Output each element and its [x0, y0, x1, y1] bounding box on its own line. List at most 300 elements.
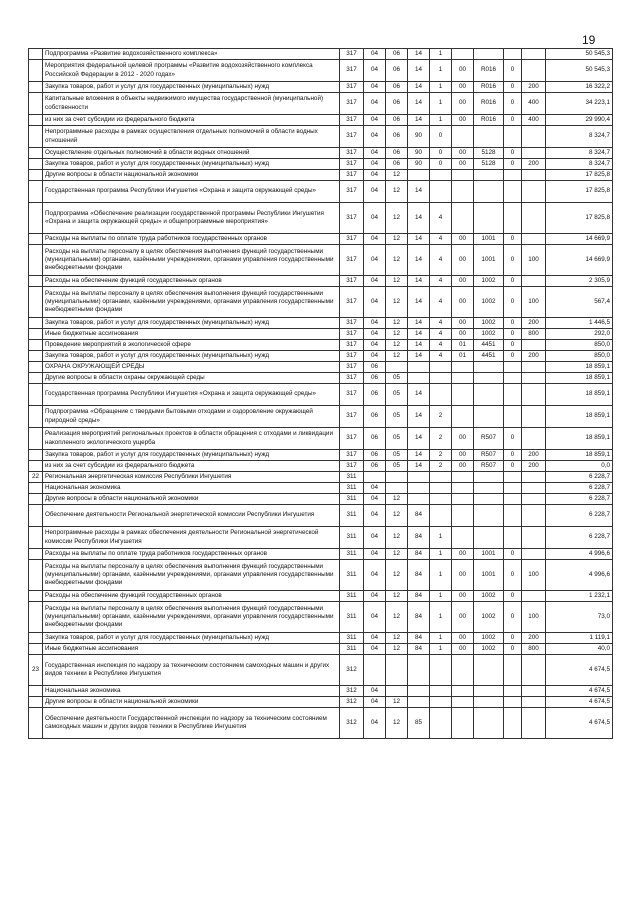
cell-c1: 311 [340, 472, 364, 483]
cell-c5: 1 [430, 49, 452, 60]
cell-c1: 317 [340, 384, 364, 406]
cell-name: Осуществление отдельных полномочий в области водных отношений [43, 148, 340, 159]
cell-c3 [386, 362, 408, 373]
cell-c4 [408, 494, 430, 505]
cell-name: Расходы на выплаты персоналу в целях обеспечения выполнения функций государственными (муниципальными) органами, казёнными учреждениями, органами управления государственными внебюджетными фондами [43, 560, 340, 591]
cell-c1: 311 [340, 483, 364, 494]
cell-c5: 2 [430, 450, 452, 461]
cell-c2: 04 [364, 318, 386, 329]
cell-c1: 311 [340, 644, 364, 655]
cell-c5 [430, 655, 452, 686]
cell-c8 [504, 697, 522, 708]
cell-c9 [522, 126, 546, 148]
cell-name: Реализация мероприятий региональных проектов в области обращения с отходами и ликвидации накопленного экологического ущерба [43, 428, 340, 450]
cell-num [29, 505, 43, 527]
cell-c6 [452, 708, 474, 739]
cell-c3: 12 [386, 697, 408, 708]
cell-sum: 6 228,7 [546, 483, 613, 494]
table-row [29, 82, 613, 93]
cell-c1: 311 [340, 633, 364, 644]
cell-c9 [522, 373, 546, 384]
cell-c2: 04 [364, 527, 386, 549]
cell-c7 [474, 203, 504, 234]
cell-c8: 0 [504, 148, 522, 159]
cell-c6 [452, 170, 474, 181]
cell-c5: 4 [430, 287, 452, 318]
cell-num [29, 148, 43, 159]
cell-name: Проведение мероприятий в экологической сфере [43, 340, 340, 351]
cell-sum: 4 996,6 [546, 560, 613, 591]
cell-c6: 00 [452, 93, 474, 115]
cell-c2: 06 [364, 428, 386, 450]
cell-c1: 317 [340, 60, 364, 82]
cell-c2 [364, 655, 386, 686]
cell-num [29, 450, 43, 461]
cell-c9: 200 [522, 82, 546, 93]
cell-c1: 317 [340, 159, 364, 170]
cell-c4: 84 [408, 644, 430, 655]
table-row [29, 505, 613, 527]
cell-c3: 06 [386, 126, 408, 148]
cell-sum: 567,4 [546, 287, 613, 318]
cell-c4: 14 [408, 181, 430, 203]
cell-name: Подпрограмма «Развитие водохозяйственного комплекса» [43, 49, 340, 60]
cell-num [29, 686, 43, 697]
cell-c9 [522, 406, 546, 428]
cell-c4: 14 [408, 234, 430, 245]
cell-name: Расходы на обеспечение функций государственных органов [43, 276, 340, 287]
cell-sum: 18 859,1 [546, 428, 613, 450]
table-row [29, 276, 613, 287]
cell-c8 [504, 362, 522, 373]
cell-c5 [430, 697, 452, 708]
cell-c5: 1 [430, 527, 452, 549]
cell-c2: 04 [364, 170, 386, 181]
cell-c9 [522, 234, 546, 245]
cell-c9 [522, 60, 546, 82]
cell-c3: 12 [386, 181, 408, 203]
cell-c4 [408, 686, 430, 697]
cell-c6: 00 [452, 591, 474, 602]
table-row [29, 406, 613, 428]
cell-c6 [452, 181, 474, 203]
cell-c9 [522, 483, 546, 494]
cell-c8 [504, 49, 522, 60]
cell-c5: 0 [430, 159, 452, 170]
cell-name: Национальная экономика [43, 686, 340, 697]
cell-c1: 317 [340, 450, 364, 461]
table-row [29, 494, 613, 505]
cell-c4: 14 [408, 82, 430, 93]
cell-num [29, 602, 43, 633]
cell-c7 [474, 483, 504, 494]
table-row [29, 483, 613, 494]
cell-c5 [430, 170, 452, 181]
cell-c6 [452, 49, 474, 60]
table-row [29, 560, 613, 591]
cell-name: Другие вопросы в области охраны окружающей среды [43, 373, 340, 384]
cell-c2: 04 [364, 633, 386, 644]
cell-c2: 06 [364, 450, 386, 461]
cell-name: Государственная программа Республики Ингушетия «Охрана и защита окружающей среды» [43, 384, 340, 406]
cell-c9 [522, 181, 546, 203]
cell-c3: 05 [386, 461, 408, 472]
cell-c5: 1 [430, 115, 452, 126]
cell-c9: 200 [522, 450, 546, 461]
cell-c3 [386, 686, 408, 697]
cell-c8: 0 [504, 329, 522, 340]
cell-c8: 0 [504, 591, 522, 602]
cell-c7 [474, 373, 504, 384]
cell-c6: 00 [452, 276, 474, 287]
cell-c4: 14 [408, 287, 430, 318]
cell-sum: 18 859,1 [546, 362, 613, 373]
cell-c4: 14 [408, 60, 430, 82]
cell-c3: 12 [386, 505, 408, 527]
cell-c9 [522, 472, 546, 483]
table-row [29, 170, 613, 181]
cell-num [29, 287, 43, 318]
cell-c5: 0 [430, 148, 452, 159]
cell-c9 [522, 148, 546, 159]
cell-c3: 12 [386, 560, 408, 591]
cell-sum: 6 228,7 [546, 494, 613, 505]
cell-sum: 292,0 [546, 329, 613, 340]
cell-c8: 0 [504, 351, 522, 362]
cell-sum: 0,0 [546, 461, 613, 472]
cell-c4: 84 [408, 633, 430, 644]
cell-c7: R016 [474, 60, 504, 82]
cell-c3: 12 [386, 170, 408, 181]
cell-c5: 4 [430, 340, 452, 351]
cell-c5: 4 [430, 329, 452, 340]
table-row [29, 549, 613, 560]
cell-c5: 1 [430, 549, 452, 560]
cell-c3: 06 [386, 159, 408, 170]
cell-sum: 14 669,9 [546, 234, 613, 245]
table-row [29, 287, 613, 318]
cell-c1: 312 [340, 655, 364, 686]
cell-sum: 1 232,1 [546, 591, 613, 602]
cell-c1: 317 [340, 461, 364, 472]
cell-num [29, 708, 43, 739]
cell-c9: 100 [522, 245, 546, 276]
cell-num [29, 115, 43, 126]
cell-c4: 84 [408, 591, 430, 602]
cell-c6: 00 [452, 318, 474, 329]
cell-c9 [522, 697, 546, 708]
cell-c5: 1 [430, 591, 452, 602]
cell-c2: 04 [364, 351, 386, 362]
cell-num [29, 351, 43, 362]
table-row [29, 708, 613, 739]
cell-sum: 17 825,8 [546, 181, 613, 203]
cell-c2: 04 [364, 115, 386, 126]
cell-c5: 4 [430, 203, 452, 234]
cell-c7: R016 [474, 82, 504, 93]
cell-sum: 8 324,7 [546, 126, 613, 148]
cell-num [29, 126, 43, 148]
cell-c5: 4 [430, 234, 452, 245]
cell-c8 [504, 505, 522, 527]
cell-c2: 04 [364, 644, 386, 655]
cell-name: Обеспечение деятельности Государственной инспекции по надзору за техническим состоянием самоходных машин и других видов техники в Республике Ингушетия [43, 708, 340, 739]
table-row [29, 181, 613, 203]
cell-c6 [452, 472, 474, 483]
cell-c8: 0 [504, 287, 522, 318]
cell-sum: 850,0 [546, 351, 613, 362]
cell-sum: 6 228,7 [546, 505, 613, 527]
cell-sum: 17 825,8 [546, 170, 613, 181]
table-row [29, 373, 613, 384]
cell-sum: 1 446,5 [546, 318, 613, 329]
cell-c7: 5128 [474, 148, 504, 159]
cell-c6 [452, 686, 474, 697]
cell-c4 [408, 483, 430, 494]
cell-c2: 04 [364, 49, 386, 60]
cell-c5 [430, 472, 452, 483]
cell-c8: 0 [504, 234, 522, 245]
cell-c5 [430, 686, 452, 697]
cell-name: из них за счет субсидии из федерального бюджета [43, 461, 340, 472]
cell-name: Расходы на выплаты персоналу в целях обеспечения выполнения функций государственными (муниципальными) органами, казёнными учреждениями, органами управления государственными внебюджетными фондами [43, 602, 340, 633]
cell-c1: 317 [340, 170, 364, 181]
cell-name: Расходы на выплаты персоналу в целях обеспечения выполнения функций государственными (муниципальными) органами, казёнными учреждениями, органами управления государственными внебюджетными фондами [43, 287, 340, 318]
cell-c7 [474, 126, 504, 148]
budget-table [28, 48, 613, 739]
table-row [29, 362, 613, 373]
cell-sum: 29 990,4 [546, 115, 613, 126]
cell-sum: 18 859,1 [546, 450, 613, 461]
cell-c2: 04 [364, 560, 386, 591]
cell-c4: 84 [408, 549, 430, 560]
table-row [29, 49, 613, 60]
cell-sum: 18 859,1 [546, 406, 613, 428]
cell-c9 [522, 340, 546, 351]
cell-c2: 04 [364, 245, 386, 276]
cell-sum: 14 669,9 [546, 245, 613, 276]
cell-sum: 17 825,8 [546, 203, 613, 234]
cell-name: Непрограммные расходы в рамках обеспечения деятельности Региональной энергетической комиссии Республики Ингушетия [43, 527, 340, 549]
table-row [29, 655, 613, 686]
cell-c1: 311 [340, 494, 364, 505]
cell-c1: 317 [340, 234, 364, 245]
cell-name: Национальная экономика [43, 483, 340, 494]
cell-c4: 14 [408, 428, 430, 450]
cell-c7: 1002 [474, 329, 504, 340]
cell-num [29, 234, 43, 245]
cell-c4 [408, 170, 430, 181]
cell-c1: 311 [340, 549, 364, 560]
cell-c6: 00 [452, 644, 474, 655]
table-row [29, 461, 613, 472]
cell-c8: 0 [504, 633, 522, 644]
cell-c2: 06 [364, 406, 386, 428]
cell-c9 [522, 362, 546, 373]
table-row [29, 428, 613, 450]
cell-c7 [474, 655, 504, 686]
cell-c3: 12 [386, 245, 408, 276]
table-row [29, 329, 613, 340]
cell-c7 [474, 170, 504, 181]
cell-num [29, 527, 43, 549]
cell-c3: 12 [386, 527, 408, 549]
cell-c5 [430, 181, 452, 203]
cell-num [29, 159, 43, 170]
cell-sum: 8 324,7 [546, 159, 613, 170]
cell-c7 [474, 505, 504, 527]
cell-sum: 2 305,9 [546, 276, 613, 287]
cell-c6 [452, 697, 474, 708]
cell-c6: 00 [452, 82, 474, 93]
table-row [29, 450, 613, 461]
cell-c1: 317 [340, 49, 364, 60]
cell-c3: 05 [386, 406, 408, 428]
cell-c6 [452, 655, 474, 686]
cell-c1: 317 [340, 115, 364, 126]
cell-c5 [430, 373, 452, 384]
cell-c9: 200 [522, 351, 546, 362]
cell-c6: 00 [452, 602, 474, 633]
cell-c9 [522, 49, 546, 60]
cell-name: Подпрограмма «Обеспечение реализации государственной программы Республики Ингушетия «Охрана и защита окружающей среды» и общепрограммные мероприятия» [43, 203, 340, 234]
cell-c4: 14 [408, 49, 430, 60]
cell-c6: 01 [452, 351, 474, 362]
cell-c8: 0 [504, 159, 522, 170]
cell-c7: 1002 [474, 602, 504, 633]
cell-sum: 40,0 [546, 644, 613, 655]
cell-sum: 73,0 [546, 602, 613, 633]
cell-name: Расходы на выплаты по оплате труда работников государственных органов [43, 234, 340, 245]
cell-c4 [408, 472, 430, 483]
cell-c2: 04 [364, 276, 386, 287]
cell-c9: 800 [522, 329, 546, 340]
cell-c8 [504, 384, 522, 406]
cell-num [29, 93, 43, 115]
cell-c2: 06 [364, 461, 386, 472]
cell-num [29, 318, 43, 329]
cell-c2: 04 [364, 708, 386, 739]
cell-c2: 04 [364, 602, 386, 633]
cell-c6 [452, 126, 474, 148]
cell-c1: 311 [340, 591, 364, 602]
cell-c9 [522, 276, 546, 287]
table-row [29, 591, 613, 602]
cell-c1: 317 [340, 406, 364, 428]
cell-num [29, 428, 43, 450]
cell-num: 23 [29, 655, 43, 686]
cell-c3 [386, 483, 408, 494]
cell-name: Обеспечение деятельности Региональной энергетической комиссии Республики Ингушетия [43, 505, 340, 527]
cell-c4: 84 [408, 602, 430, 633]
cell-c8: 0 [504, 340, 522, 351]
cell-name: Иные бюджетные ассигнования [43, 644, 340, 655]
cell-c4 [408, 362, 430, 373]
cell-c8 [504, 406, 522, 428]
cell-c8: 0 [504, 450, 522, 461]
cell-c8 [504, 126, 522, 148]
cell-c1: 317 [340, 428, 364, 450]
cell-c1: 317 [340, 340, 364, 351]
cell-c2: 04 [364, 697, 386, 708]
cell-c7: 1001 [474, 549, 504, 560]
cell-c8 [504, 527, 522, 549]
cell-c6: 00 [452, 450, 474, 461]
cell-c2: 04 [364, 126, 386, 148]
cell-c9 [522, 708, 546, 739]
cell-name: Закупка товаров, работ и услуг для государственных (муниципальных) нужд [43, 450, 340, 461]
cell-c1: 317 [340, 148, 364, 159]
cell-c2: 04 [364, 329, 386, 340]
table-row [29, 340, 613, 351]
cell-c4: 85 [408, 708, 430, 739]
cell-c2: 04 [364, 591, 386, 602]
cell-c5: 1 [430, 60, 452, 82]
cell-c9 [522, 549, 546, 560]
cell-name: Непрограммные расходы в рамках осуществления отдельных полномочий в области водных отношений [43, 126, 340, 148]
cell-c8: 0 [504, 644, 522, 655]
cell-num [29, 591, 43, 602]
cell-c6: 00 [452, 560, 474, 591]
cell-num [29, 560, 43, 591]
cell-c1: 317 [340, 351, 364, 362]
cell-c1: 312 [340, 708, 364, 739]
cell-c9 [522, 686, 546, 697]
cell-c5: 4 [430, 318, 452, 329]
cell-c4: 14 [408, 384, 430, 406]
cell-c6: 00 [452, 245, 474, 276]
table-row [29, 633, 613, 644]
cell-c4: 14 [408, 115, 430, 126]
cell-c5 [430, 708, 452, 739]
cell-c3: 12 [386, 329, 408, 340]
cell-c1: 317 [340, 276, 364, 287]
cell-c5: 1 [430, 560, 452, 591]
cell-c8 [504, 170, 522, 181]
cell-c8 [504, 373, 522, 384]
cell-num [29, 633, 43, 644]
cell-c9: 200 [522, 461, 546, 472]
cell-name: Расходы на выплаты по оплате труда работников государственных органов [43, 549, 340, 560]
cell-num [29, 203, 43, 234]
cell-num [29, 362, 43, 373]
cell-sum: 850,0 [546, 340, 613, 351]
table-row [29, 472, 613, 483]
cell-c2: 04 [364, 148, 386, 159]
cell-c3: 12 [386, 340, 408, 351]
cell-c1: 317 [340, 181, 364, 203]
cell-c2: 04 [364, 549, 386, 560]
cell-c9: 800 [522, 644, 546, 655]
cell-c7 [474, 686, 504, 697]
cell-c3: 12 [386, 318, 408, 329]
cell-num [29, 329, 43, 340]
cell-c6: 00 [452, 287, 474, 318]
cell-c1: 317 [340, 82, 364, 93]
cell-c3: 06 [386, 148, 408, 159]
cell-c8: 0 [504, 115, 522, 126]
cell-c6: 00 [452, 159, 474, 170]
cell-c5: 2 [430, 428, 452, 450]
cell-c6: 00 [452, 329, 474, 340]
cell-c5: 0 [430, 126, 452, 148]
cell-c7: 1001 [474, 234, 504, 245]
cell-c7: 5128 [474, 159, 504, 170]
cell-c7 [474, 472, 504, 483]
cell-c3: 12 [386, 203, 408, 234]
cell-name: Закупка товаров, работ и услуг для государственных (муниципальных) нужд [43, 82, 340, 93]
cell-c4: 14 [408, 329, 430, 340]
